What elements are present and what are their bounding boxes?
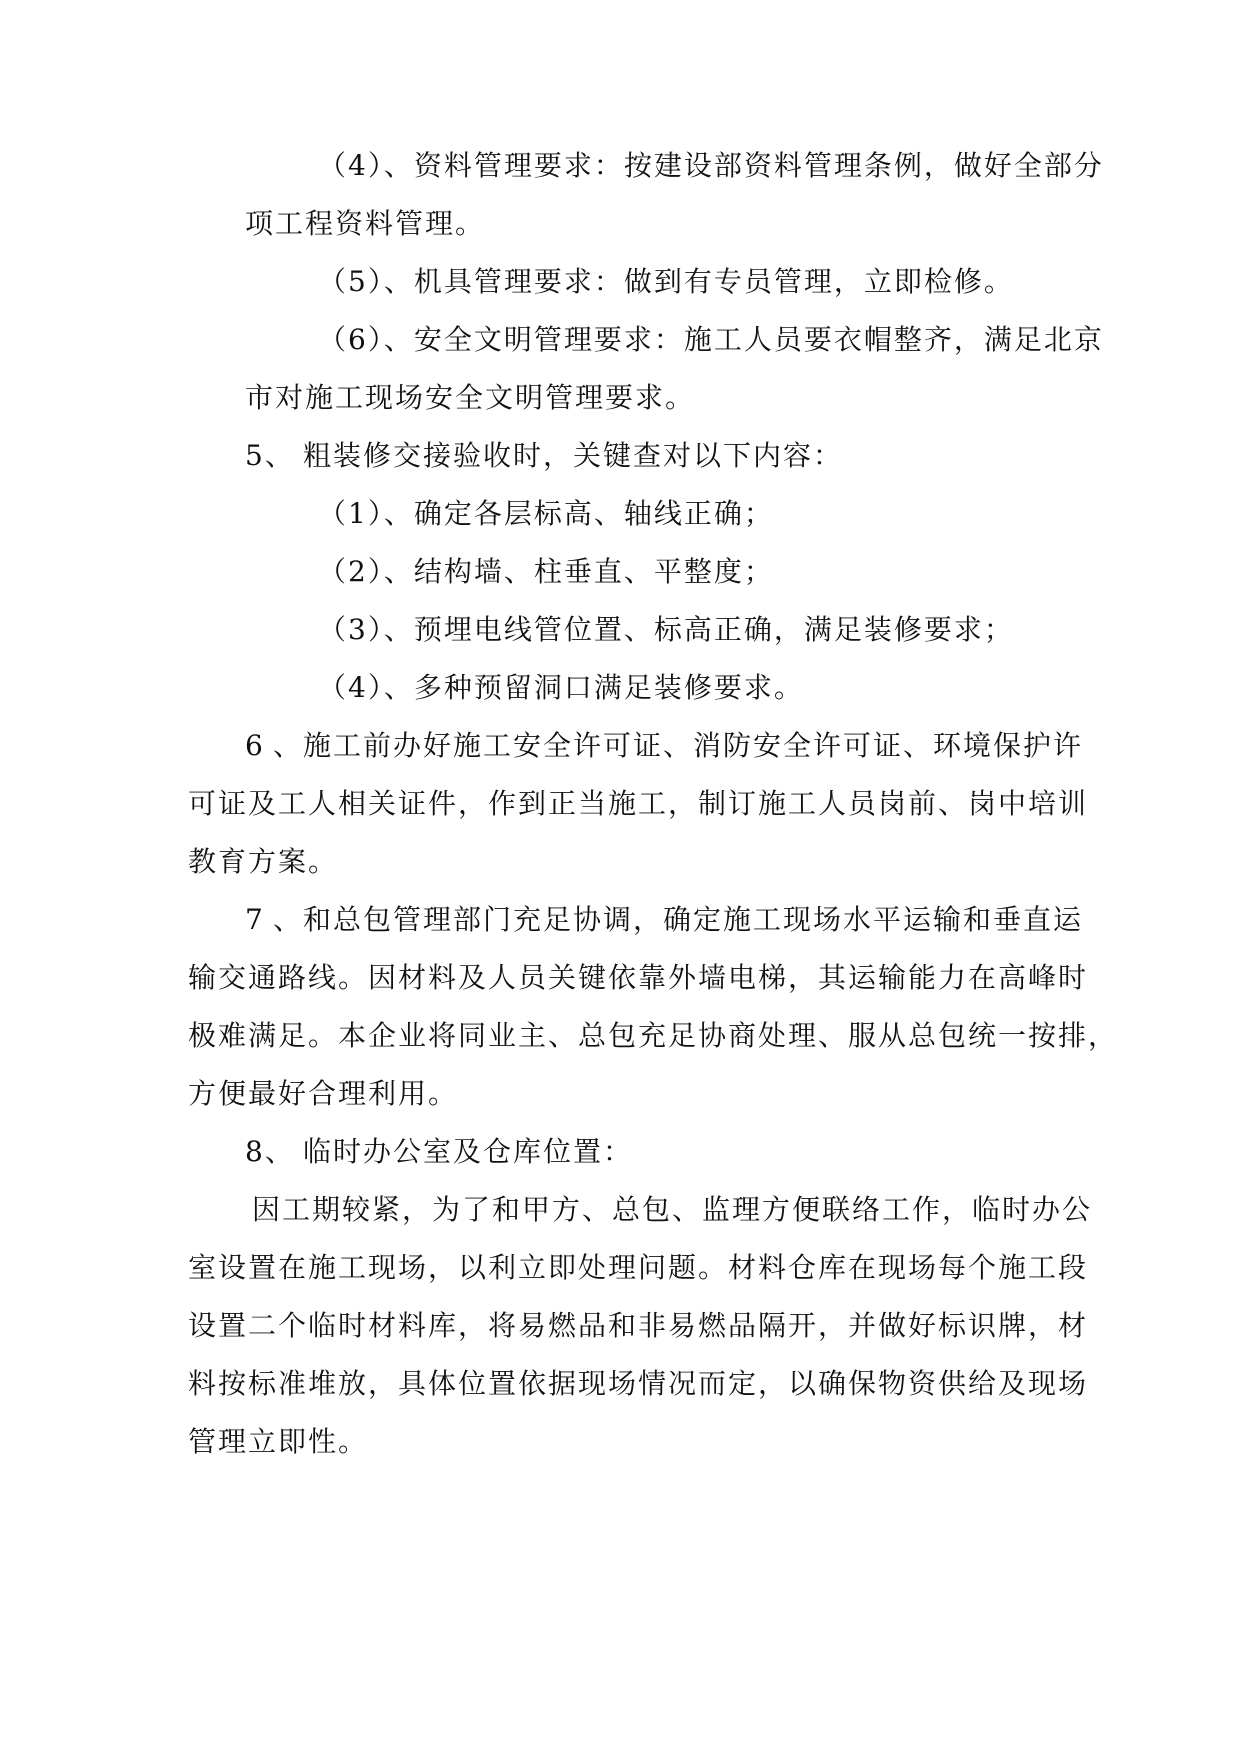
list-item: （1）、确定各层标高、轴线正确； — [318, 497, 774, 530]
item-number: 5、 — [245, 439, 295, 472]
paragraph-line: 可证及工人相关证件，作到正当施工，制订施工人员岗前、岗中培训 — [188, 787, 1089, 820]
paragraph-line: 料按标准堆放，具体位置依据现场情况而定，以确保物资供给及现场 — [188, 1367, 1089, 1400]
paragraph-line: 方便最好合理利用。 — [188, 1077, 459, 1110]
paragraph-line: 室设置在施工现场，以利立即处理问题。材料仓库在现场每个施工段 — [188, 1251, 1089, 1284]
paragraph-line: 设置二个临时材料库，将易燃品和非易燃品隔开，并做好标识牌，材 — [188, 1309, 1089, 1342]
paragraph-line: 市对施工现场安全文明管理要求。 — [245, 381, 696, 414]
list-item: （2）、结构墙、柱垂直、平整度； — [318, 555, 774, 588]
heading-text: 粗装修交接验收时，关键查对以下内容： — [303, 439, 844, 472]
paragraph-line: 项工程资料管理。 — [245, 207, 486, 240]
numbered-heading — [245, 1132, 1068, 1172]
paragraph-text: 施工前办好施工安全许可证、消防安全许可证、环境保护许 — [303, 729, 1084, 762]
paragraph-text: 和总包管理部门充足协调，确定施工现场水平运输和垂直运 — [303, 903, 1084, 936]
paragraph-line: 极难满足。本企业将同业主、总包充足协商处理、服从总包统一按排， — [188, 1019, 1119, 1052]
item-number: 6、 — [245, 729, 303, 762]
item-number: 7、 — [245, 903, 303, 936]
list-item: （4）、多种预留洞口满足装修要求。 — [318, 671, 804, 704]
item-number: 8、 — [245, 1135, 295, 1168]
paragraph-line: （5）、机具管理要求：做到有专员管理，立即检修。 — [318, 265, 1014, 298]
paragraph-line: 因工期较紧，为了和甲方、总包、监理方便联络工作，临时办公 — [252, 1193, 1093, 1226]
paragraph-line: 教育方案。 — [188, 845, 339, 878]
heading-text: 临时办公室及仓库位置： — [303, 1135, 634, 1168]
numbered-paragraph — [245, 726, 1084, 766]
numbered-heading — [245, 436, 1068, 476]
paragraph-line: （4）、资料管理要求：按建设部资料管理条例，做好全部分 — [318, 149, 1104, 182]
list-item: （3）、预埋电线管位置、标高正确，满足装修要求； — [318, 613, 1014, 646]
paragraph-line: 管理立即性。 — [188, 1425, 369, 1458]
paragraph-line: 输交通路线。因材料及人员关键依靠外墙电梯，其运输能力在高峰时 — [188, 961, 1089, 994]
numbered-paragraph — [245, 900, 1084, 940]
paragraph-line: （6）、安全文明管理要求：施工人员要衣帽整齐，满足北京 — [318, 323, 1104, 356]
